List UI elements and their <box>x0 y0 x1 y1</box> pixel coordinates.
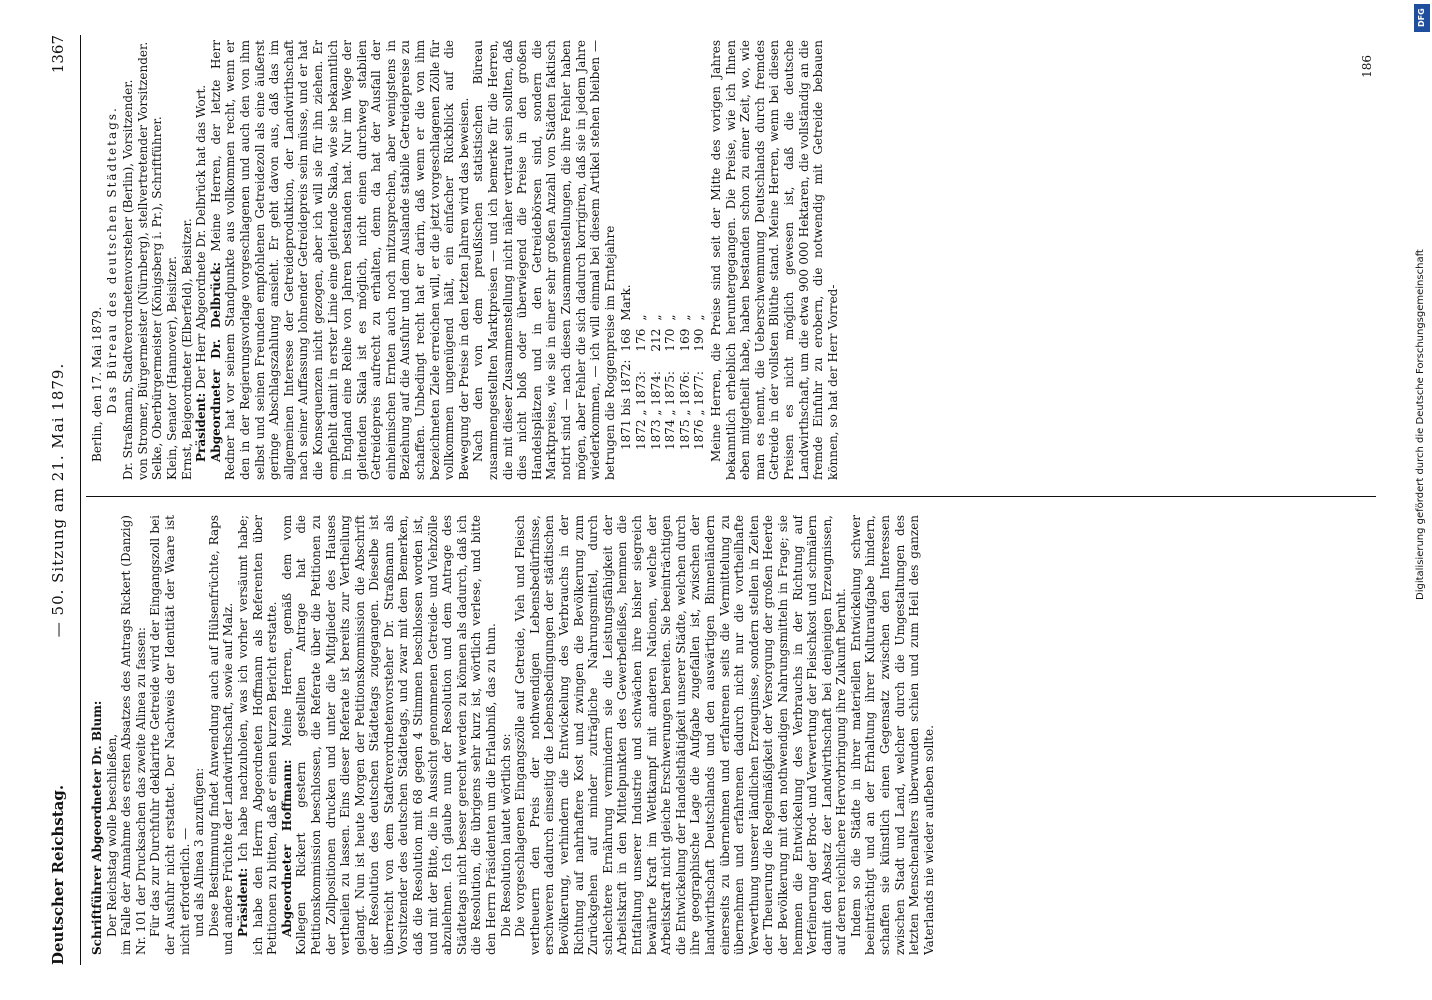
table-row <box>634 276 649 450</box>
table-cell-unit: „ <box>663 314 678 321</box>
paragraph: und als Alinea 3 anzufügen: <box>192 767 207 937</box>
table-cell-price: 168 <box>619 328 634 352</box>
dateline: Berlin, den 17. Mai 1879. <box>90 306 104 462</box>
running-head <box>40 35 76 965</box>
table-cell-unit: „ <box>633 314 648 321</box>
signature-line: Klein, Senator (Hannover), Beisitzer. <box>164 255 179 480</box>
table-cell-unit: „ <box>692 314 707 321</box>
paragraph: Präsident: Der Herr Abgeordnete Dr. Delbrück hat das Wort. <box>194 84 209 462</box>
table-row <box>663 276 678 450</box>
table-cell-year: 1871 bis 1872: <box>619 359 634 450</box>
table-cell-unit: „ <box>677 314 692 321</box>
paragraph: Für das zur Durchfuhr deklarirte Getreide wird der Eingangszoll bei der Ausfuhr nicht erstattet. Der Nachweis der Identität der Waare ist nicht erforderlich. — <box>148 515 192 955</box>
signature-line: von Stromer, Bürgermeister (Nürnberg), stellvertretender Vorsitzender. <box>135 41 150 480</box>
signature-mark: 186 <box>1360 55 1374 78</box>
paragraph: Diese Bestimmung findet Anwendung auch auf Hülsenfrüchte, Raps und andere Früchte der Landwirthschaft, sowie auf Malz. <box>206 515 236 955</box>
signature-line: Selke, Oberbürgermeister (Königsberg i. Pr.), Schriftführer. <box>150 116 165 480</box>
table-cell-price: 176 <box>633 328 648 352</box>
table-cell-year: 1874 „ 1875: <box>663 371 678 450</box>
paragraph: im Falle der Annahme des ersten Absatzes des Antrags Rickert (Danzig) Nr. 101 der Drucksachen das zweite Alinea zu fassen: <box>119 515 148 955</box>
paragraph: Der Reichstag wolle beschließen, <box>104 733 119 937</box>
table-cell-year: 1876 „ 1877: <box>692 371 707 450</box>
table-cell-price: 169 <box>677 328 692 352</box>
paragraph: Abgeordneter Hoffmann: Meine Herren, gemäß dem vom Kollegen Rickert gestern gestellten Antrage hat die Petitionskommission beschlossen, die Referate über die Petitionen zu der Zollpositionen drucken und unter die Mitglieder des Hauses vertheilen zu lassen. Eins dieser Referate ist bereits zur Vertheilung gelangt. Nun ist heute Morgen der Petitionskommission die Abschrift der Resolution des deutschen Städtetags zugegangen. Dieselbe ist überreicht von dem Stadtverordnetenvorsteher Dr. Straßmann als Vorsitzender des deutschen Städtetags, und zwar mit dem Bemerken, daß die Resolution mit 68 gegen 4 Stimmen beschlossen worden ist, und mit der Bitte, die in Aussicht genommenen Getreide- und Viehzölle abzulehnen. Ich glaube nun der Resolution und dem Antrage des Städtetags nicht besser gerecht werden zu können als dadurch, daß ich die Resolution, die übrigens sehr kurz ist, wörtlich verlese, und bitte den Herrn Präsidenten um die Erlaubniß, das zu thun. <box>279 515 499 955</box>
speaker-line: Schriftführer Abgeordneter Dr. Blum: <box>90 700 104 955</box>
digitization-note-text: Digitalisierung gefördert durch die Deutsche Forschungsgemeinschaft <box>1415 249 1426 600</box>
paragraph: Die Resolution lautet wörtlich so: <box>498 733 513 937</box>
left-column <box>90 515 1380 955</box>
page-number: 1367 <box>49 35 67 74</box>
column-rule <box>86 496 1376 497</box>
page-frame <box>40 35 1380 965</box>
speaker-label: Präsident: <box>194 392 209 462</box>
table-cell-price: 190 <box>692 328 707 352</box>
bureau-title: Das Büreau des deutschen Städtetags. <box>104 106 119 414</box>
running-head-center: — 50. Sitzung am 21. Mai 1879. <box>49 362 67 638</box>
digitization-note <box>1410 0 1432 1000</box>
table-row <box>619 276 634 450</box>
table-row <box>678 276 693 450</box>
signature-line: Dr. Straßmann, Stadtverordnetenvorsteher (Berlin), Vorsitzender. <box>121 79 136 480</box>
table-cell-year: 1872 „ 1873: <box>633 371 648 450</box>
speaker-label: Abgeordneter Dr. Delbrück: <box>208 262 223 462</box>
table-row <box>649 276 664 450</box>
table-cell-year: 1873 „ 1874: <box>648 371 663 450</box>
speaker-label: Abgeordneter Hoffmann: <box>279 759 294 937</box>
paragraph: Meine Herren, die Preise sind seit der Mitte des vorigen Jahres bekanntlich erheblich heruntergegangen. Die Preise, wie ich Ihnen eben mitgetheilt habe, haben bestanden schon zu einer Zeit, wo, wie man es nennt, die Ueberschwemmung Deutschlands durch fremdes Getreide in der vollsten Blüthe stand. Meine Herren, wenn bei diesen Preisen es nicht möglich gewesen ist, daß die deutsche Landwirthschaft, um die etwa 900 000 Hektaren, die vollständig an die fremde Einfuhr zu erobern, die notwendig mit Getreide bebauen können, so hat der Herr Vorred- <box>708 40 840 480</box>
table-cell-year: 1875 „ 1876: <box>677 371 692 450</box>
right-column <box>90 40 1380 480</box>
table-cell-unit: Mark. <box>619 284 634 321</box>
signature-line: Ernst, Beigeordneter (Elberfeld), Beisitzer. <box>179 218 194 480</box>
rye-price-table <box>619 276 707 450</box>
header-rule <box>80 35 81 965</box>
signature-block <box>121 40 194 480</box>
running-head-left: Deutscher Reichstag. <box>49 784 67 965</box>
paragraph: Abgeordneter Dr. Delbrück: Meine Herren, der letzte Herr Redner hat vor seinem Standpunkte aus vollkommen recht, wenn er den in der Regierungsvorlage vorgeschlagenen und auch den von ihm selbst und seinen Freunden empfohlenen Getreidezoll als eine äußerst geringe Abschlagszahlung ansieht. Er geht davon aus, daß das im allgemeinen Interesse der Getreideproduktion, der Landwirthschaft nach seiner Auffassung lohnender Getreidepreis sein müsse, und er hat die Konsequenzen nicht gezogen, aber ich will sie für ihn ziehen. Er empfiehlt damit in erster Linie eine gleitende Skala, wie sie bekanntlich in England eine Reihe von Jahren bestanden hat. Nur im Wege der gleitenden Skala ist es möglich, nicht einen durchweg stabilen Getreidepreis aufrecht zu erhalten, denn da hat der Ausfall der einheimischen Ernten auch noch mitzusprechen, aber wenigstens in Beziehung auf die Ausfuhr und dem Auslande stabile Getreidepreise zu schaffen. Unbedingt recht hat er darin, daß wenn er die von ihm bezeichneten Ziele erreichen will, er die jetzt vorgeschlagenen Zölle für vollkommen ungenügend hält, ein einfacher Rückblick auf die Bewegung der Preise in den letzten Jahren wird das beweisen. <box>208 40 471 480</box>
paragraph: Die vorgeschlagenen Eingangszölle auf Getreide, Vieh und Fleisch vertheuern den Preis der nothwendigen Lebensbedürfnisse, erschweren dadurch einseitig die Lebensbedingungen der städtischen Bevölkerung, verhindern die Entwickelung des Verbrauchs in der Richtung auf nahrhaftere Kost und zwingen die Bevölkerung zum Zurückgehen auf minder zuträgliche Nahrungsmittel, durch schlechtere Ernährung vermindern sie die Leistungsfähigkeit der Arbeitskraft in den Mittelpunkten des Gewerbefleißes, hemmen die Entfaltung unserer Industrie und schwächen ihre bisher siegreich bewährte Kraft im Wettkampf mit anderen Nationen, welche der Arbeitskraft nicht gleiche Erschwerungen bereiten. Sie beeinträchtigen die Entwickelung der Handelsthätigkeit unserer Städte, welchen durch ihre geographische Lage die Aufgabe zugefallen ist, zwischen der landwirthschaft Deutschlands und den auswärtigen Binnenländern einerseits zu übernehmen und erfahrenen seits die Vermittelung zu übernehmen und erfahrenen dadurch nicht nur die vortheilhafte Verwerthung unserer ländlichen Erzeugnisse, sondern stellen in Zeiten der Theuerung die Regelmäßigkeit der Versorgung der großen Heerde der Bevölkerung mit den nothwendigen Nahrungsmitteln in Frage; sie hemmen die Entwickelung des Verbrauchs in der Richtung auf Verfeinerung der Brod- und Verwertung der Fleischkost und schmälern damit den Absatz der Landwirthschaft bei denjenigen Erzeugnissen, auf deren reichlichere Hervorbringung ihre Zukunft beruht. <box>513 515 849 955</box>
table-cell-price: 170 <box>663 328 678 352</box>
speaker-label: Präsident: <box>235 867 250 937</box>
table-row <box>692 276 707 450</box>
table-cell-price: 212 <box>648 328 663 352</box>
paragraph: Präsident: Ich habe nachzuholen, was ich vorher versäumt habe; ich habe den Herrn Abgeordneten Hoffmann als Referenten über Petitionen zu bitten, daß er einen kurzen Bericht erstatte. <box>235 515 280 955</box>
paragraph: Nach den von dem preußischen statistischen Büreau zusammengestellten Marktpreisen — und ich bemerke für die Herren, die mit dieser Zusammenstellung nicht näher vertraut sein sollten, daß dies nicht bloß oder überwiegend die Preise in den großen Handelsplätzen und in den Getreidebörsen sind, sondern die Marktpreise, wie sie in einer sehr großen Anzahl von Städten faktisch notirt sind — nach diesen Zusammenstellungen, die ihre Fehler haben mögen, aber Fehler die sich dadurch korrigiren, daß sie in jedem Jahre wiederkommen, — ich will einmal bei diesem Artikel stehen bleiben — betrugen die Roggenpreise im Erntejahre <box>471 40 617 480</box>
paragraph: Indem so die Städte in ihrer materiellen Entwickelung schwer beeinträchtigt und an der Erhaltung ihrer Kulturaufgabe hindern, schaffen sie künstlich einen Gegensatz zwischen den Interessen zwischen Stadt und Land, welcher durch die Umgestaltungen des letzten Menschenalters überwunden schien und zum Heil des ganzen Vaterlands nie wieder aufleben sollte. <box>848 515 936 955</box>
table-cell-unit: „ <box>648 314 663 321</box>
dfg-logo: DFG <box>1414 4 1430 32</box>
